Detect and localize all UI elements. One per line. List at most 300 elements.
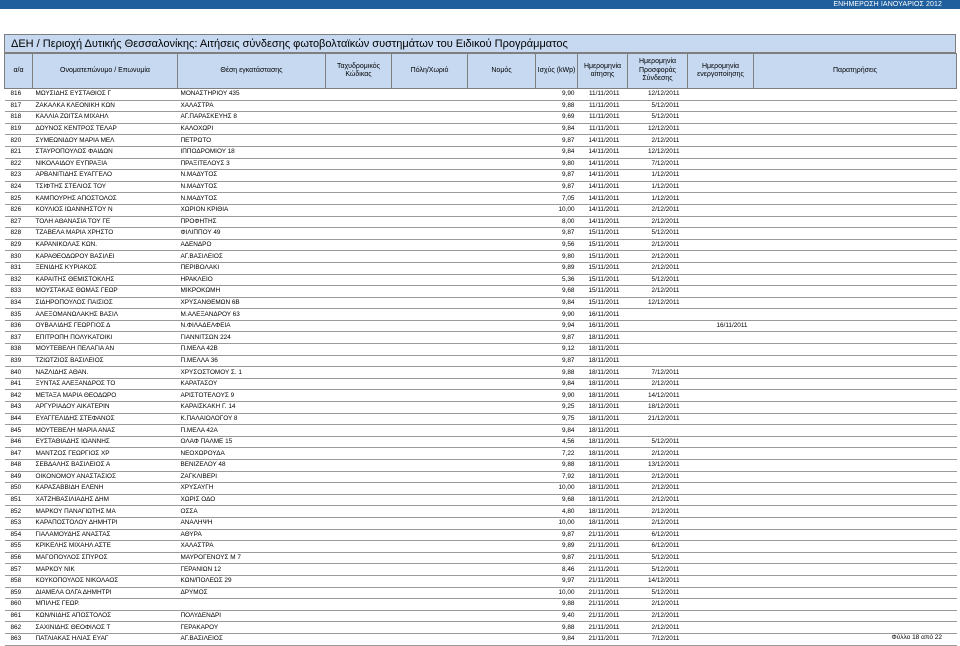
cell-city	[392, 599, 468, 611]
cell-name: ΤΣΙΦΤΗΣ ΣΤΕΛΙΟΣ ΤΟΥ	[33, 181, 178, 193]
cell-name: ΚΑΛΛΙΑ ΖΩΙΤΣΑ ΜΙΧΑΗΛ	[33, 112, 178, 124]
cell-remarks	[754, 552, 957, 564]
cell-aa: 823	[5, 170, 33, 182]
cell-postal-code	[326, 471, 392, 483]
page-number: Φύλλο 18 από 22	[891, 634, 942, 641]
cell-location: ΓΕΡΑΝΙΩΝ 12	[178, 564, 326, 576]
cell-contract-date: 7/12/2011	[628, 158, 688, 170]
cell-activation-date	[688, 587, 754, 599]
cell-name: ΜΟΥΤΕΒΕΛΗ ΜΑΡΙΑ ΑΝΑΣ	[33, 425, 178, 437]
cell-prefecture	[468, 112, 536, 124]
cell-prefecture	[468, 146, 536, 158]
cell-name: ΝΑΖΛΙΔΗΣ ΑΘΑΝ.	[33, 367, 178, 379]
cell-power: 9,87	[536, 170, 578, 182]
cell-remarks	[754, 390, 957, 402]
cell-contract-date: 2/12/2011	[628, 262, 688, 274]
cell-activation-date	[688, 123, 754, 135]
table-row	[5, 309, 957, 321]
cell-city	[392, 228, 468, 240]
cell-power: 9,89	[536, 262, 578, 274]
cell-city	[392, 320, 468, 332]
cell-request-date: 14/11/2011	[578, 181, 628, 193]
cell-aa: 839	[5, 355, 33, 367]
cell-remarks	[754, 123, 957, 135]
cell-request-date: 18/11/2011	[578, 332, 628, 344]
cell-remarks	[754, 193, 957, 205]
cell-prefecture	[468, 378, 536, 390]
header-aa: α/α	[5, 54, 33, 89]
cell-remarks	[754, 355, 957, 367]
cell-location: ΧΑΛΑΣΤΡΑ	[178, 541, 326, 553]
cell-aa: 835	[5, 309, 33, 321]
cell-activation-date	[688, 262, 754, 274]
cell-request-date: 18/11/2011	[578, 506, 628, 518]
cell-power: 9,68	[536, 286, 578, 298]
cell-prefecture	[468, 541, 536, 553]
cell-contract-date: 21/12/2011	[628, 413, 688, 425]
cell-name: ΚΑΡΑΠΟΣΤΟΛΟΥ ΔΗΜΗΤΡΙ	[33, 517, 178, 529]
cell-prefecture	[468, 251, 536, 263]
cell-postal-code	[326, 587, 392, 599]
cell-remarks	[754, 494, 957, 506]
cell-request-date: 11/11/2011	[578, 112, 628, 124]
cell-name: ΜΑΡΚΟΥ ΝΙΚ	[33, 564, 178, 576]
cell-contract-date: 1/12/2011	[628, 170, 688, 182]
cell-remarks	[754, 506, 957, 518]
cell-power: 9,84	[536, 297, 578, 309]
cell-city	[392, 367, 468, 379]
cell-request-date: 18/11/2011	[578, 425, 628, 437]
cell-activation-date	[688, 251, 754, 263]
cell-name: ΞΕΝΙΔΗΣ ΚΥΡΙΑΚΟΣ	[33, 262, 178, 274]
cell-location: ΖΑΓΚΛΙΒΕΡΙ	[178, 471, 326, 483]
table-row	[5, 448, 957, 460]
cell-power: 9,87	[536, 332, 578, 344]
cell-location: ΑΓ.ΒΑΣΙΛΕΙΟΣ	[178, 251, 326, 263]
cell-contract-date	[628, 344, 688, 356]
cell-aa: 848	[5, 460, 33, 472]
cell-power: 9,80	[536, 158, 578, 170]
header-postal-code: Ταχυδρομικός Κώδικας	[326, 54, 392, 89]
cell-city	[392, 100, 468, 112]
cell-prefecture	[468, 436, 536, 448]
cell-location: ΒΕΝΙΖΕΛΟΥ 48	[178, 460, 326, 472]
cell-request-date: 18/11/2011	[578, 367, 628, 379]
cell-city	[392, 529, 468, 541]
table-row	[5, 367, 957, 379]
cell-remarks	[754, 332, 957, 344]
cell-aa: 820	[5, 135, 33, 147]
cell-name: ΕΠΙΤΡΟΠΗ ΠΟΛΥΚΑΤΟΙΚΙ	[33, 332, 178, 344]
cell-postal-code	[326, 89, 392, 101]
cell-postal-code	[326, 309, 392, 321]
cell-activation-date: 16/11/2011	[688, 320, 754, 332]
cell-city	[392, 517, 468, 529]
table-row	[5, 135, 957, 147]
cell-activation-date	[688, 483, 754, 495]
cell-request-date: 15/11/2011	[578, 262, 628, 274]
cell-request-date: 14/11/2011	[578, 193, 628, 205]
cell-activation-date	[688, 460, 754, 472]
cell-activation-date	[688, 529, 754, 541]
cell-request-date: 14/11/2011	[578, 135, 628, 147]
cell-remarks	[754, 146, 957, 158]
cell-name: ΜΑΝΤΖΟΣ ΓΕΩΡΓΙΟΣ ΧΡ	[33, 448, 178, 460]
cell-location: ΑΔΕΝΔΡΟ	[178, 239, 326, 251]
cell-remarks	[754, 402, 957, 414]
cell-name: ΓΙΑΛΑΜΟΥΔΗΣ ΑΝΑΣΤΑΣ	[33, 529, 178, 541]
cell-city	[392, 181, 468, 193]
cell-name: ΜΠΙΛΗΣ ΓΕΩΡ.	[33, 599, 178, 611]
cell-location: ΧΩΡΙΣ ΟΔΟ	[178, 494, 326, 506]
cell-contract-date: 12/12/2011	[628, 146, 688, 158]
cell-postal-code	[326, 506, 392, 518]
cell-aa: 860	[5, 599, 33, 611]
cell-aa: 822	[5, 158, 33, 170]
cell-city	[392, 239, 468, 251]
cell-city	[392, 390, 468, 402]
cell-location: ΧΑΛΑΣΤΡΑ	[178, 100, 326, 112]
cell-name: ΜΕΤΑΞΑ ΜΑΡΙΑ ΘΕΟΔΩΡΟ	[33, 390, 178, 402]
cell-postal-code	[326, 274, 392, 286]
cell-prefecture	[468, 170, 536, 182]
cell-name: ΜΑΡΚΟΥ ΠΑΝΑΓΙΩΤΗΣ ΜΑ	[33, 506, 178, 518]
cell-activation-date	[688, 100, 754, 112]
table-row	[5, 587, 957, 599]
cell-prefecture	[468, 633, 536, 645]
table-row	[5, 112, 957, 124]
cell-power: 9,87	[536, 529, 578, 541]
cell-city	[392, 378, 468, 390]
cell-aa: 838	[5, 344, 33, 356]
cell-power: 9,87	[536, 135, 578, 147]
cell-location: ΧΡΥΣΟΣΤΟΜΟΥ Σ. 1	[178, 367, 326, 379]
cell-activation-date	[688, 89, 754, 101]
cell-location: ΚΑΡΑΙΣΚΑΚΗ Γ. 14	[178, 402, 326, 414]
cell-activation-date	[688, 402, 754, 414]
cell-city	[392, 112, 468, 124]
cell-prefecture	[468, 135, 536, 147]
cell-power: 9,90	[536, 390, 578, 402]
cell-city	[392, 355, 468, 367]
cell-name: ΚΡΙΚΕΛΗΣ ΜΙΧΑΗΛ ΑΣΤΕ	[33, 541, 178, 553]
cell-location: ΝΕΟΧΩΡΟΥΔΑ	[178, 448, 326, 460]
cell-city	[392, 262, 468, 274]
cell-contract-date: 2/12/2011	[628, 599, 688, 611]
cell-remarks	[754, 158, 957, 170]
cell-prefecture	[468, 552, 536, 564]
cell-activation-date	[688, 158, 754, 170]
table-body	[5, 89, 957, 646]
cell-name: ΟΥΒΑΛΙΔΗΣ ΓΕΩΡΓΙΟΣ Δ	[33, 320, 178, 332]
cell-name: ΑΡΓΥΡΙΑΔΟΥ ΑΙΚΑΤΕΡΙΝ	[33, 402, 178, 414]
cell-location: ΠΕΤΡΩΤΟ	[178, 135, 326, 147]
cell-city	[392, 332, 468, 344]
cell-city	[392, 494, 468, 506]
cell-postal-code	[326, 193, 392, 205]
cell-name: ΑΛΕΞΟΜΑΝΩΛΑΚΗΣ ΒΑΣΙΛ	[33, 309, 178, 321]
cell-location: ΠΕΡΙΒΟΛΑΚΙ	[178, 262, 326, 274]
cell-city	[392, 506, 468, 518]
cell-power: 9,88	[536, 100, 578, 112]
table-row	[5, 622, 957, 634]
cell-postal-code	[326, 367, 392, 379]
cell-location: ΧΩΡΙΟΝ ΚΡΙΘΙΑ	[178, 204, 326, 216]
cell-postal-code	[326, 286, 392, 298]
cell-remarks	[754, 610, 957, 622]
cell-city	[392, 541, 468, 553]
cell-power: 8,46	[536, 564, 578, 576]
cell-postal-code	[326, 146, 392, 158]
cell-request-date: 15/11/2011	[578, 286, 628, 298]
cell-city	[392, 483, 468, 495]
cell-activation-date	[688, 216, 754, 228]
cell-city	[392, 552, 468, 564]
cell-activation-date	[688, 622, 754, 634]
cell-remarks	[754, 517, 957, 529]
cell-prefecture	[468, 529, 536, 541]
cell-postal-code	[326, 564, 392, 576]
cell-postal-code	[326, 170, 392, 182]
cell-postal-code	[326, 436, 392, 448]
cell-remarks	[754, 274, 957, 286]
update-label: ΕΝΗΜΕΡΩΣΗ ΙΑΝΟΥΑΡΙΟΣ 2012	[833, 1, 942, 8]
cell-aa: 852	[5, 506, 33, 518]
cell-activation-date	[688, 552, 754, 564]
cell-remarks	[754, 622, 957, 634]
table-row	[5, 413, 957, 425]
cell-remarks	[754, 181, 957, 193]
cell-power: 9,88	[536, 599, 578, 611]
cell-request-date: 21/11/2011	[578, 575, 628, 587]
cell-remarks	[754, 436, 957, 448]
cell-aa: 828	[5, 228, 33, 240]
cell-city	[392, 344, 468, 356]
cell-name: ΤΟΛΗ ΑΘΑΝΑΣΙΑ ΤΟΥ ΓΕ	[33, 216, 178, 228]
cell-request-date: 18/11/2011	[578, 402, 628, 414]
cell-prefecture	[468, 390, 536, 402]
cell-postal-code	[326, 622, 392, 634]
cell-request-date: 15/11/2011	[578, 239, 628, 251]
cell-prefecture	[468, 262, 536, 274]
table-row	[5, 483, 957, 495]
cell-city	[392, 297, 468, 309]
cell-location: ΜΙΚΡΟΚΩΜΗ	[178, 286, 326, 298]
cell-power: 10,00	[536, 204, 578, 216]
cell-activation-date	[688, 112, 754, 124]
cell-prefecture	[468, 575, 536, 587]
cell-aa: 854	[5, 529, 33, 541]
cell-power: 9,84	[536, 146, 578, 158]
cell-request-date: 18/11/2011	[578, 378, 628, 390]
cell-aa: 829	[5, 239, 33, 251]
cell-postal-code	[326, 413, 392, 425]
table-row	[5, 344, 957, 356]
cell-contract-date: 5/12/2011	[628, 100, 688, 112]
cell-prefecture	[468, 460, 536, 472]
cell-name: ΚΑΡΑΘΕΟΔΩΡΟΥ ΒΑΣΙΛΕΙ	[33, 251, 178, 263]
cell-activation-date	[688, 541, 754, 553]
cell-prefecture	[468, 494, 536, 506]
cell-city	[392, 309, 468, 321]
cell-name: ΚΑΡΑΙΤΗΣ ΘΕΜΙΣΤΟΚΛΗΣ	[33, 274, 178, 286]
cell-remarks	[754, 320, 957, 332]
cell-activation-date	[688, 517, 754, 529]
cell-power: 9,40	[536, 610, 578, 622]
cell-contract-date: 2/12/2011	[628, 494, 688, 506]
cell-contract-date: 5/12/2011	[628, 112, 688, 124]
cell-contract-date	[628, 320, 688, 332]
cell-power: 9,84	[536, 378, 578, 390]
cell-contract-date: 2/12/2011	[628, 622, 688, 634]
header-remarks: Παρατηρήσεις	[754, 54, 957, 89]
table-row	[5, 402, 957, 414]
header-power: Ισχύς (kWp)	[536, 54, 578, 89]
cell-city	[392, 436, 468, 448]
cell-remarks	[754, 483, 957, 495]
cell-prefecture	[468, 204, 536, 216]
cell-remarks	[754, 228, 957, 240]
cell-name: ΚΩΝ/ΝΙΔΗΣ ΑΠΟΣΤΟΛΟΣ	[33, 610, 178, 622]
table-row	[5, 460, 957, 472]
cell-activation-date	[688, 309, 754, 321]
cell-request-date: 21/11/2011	[578, 633, 628, 645]
cell-remarks	[754, 170, 957, 182]
cell-aa: 826	[5, 204, 33, 216]
cell-power: 5,36	[536, 274, 578, 286]
cell-city	[392, 587, 468, 599]
cell-location: ΑΡΙΣΤΟΤΕΛΟΥΣ 9	[178, 390, 326, 402]
table-row	[5, 146, 957, 158]
cell-power: 8,00	[536, 216, 578, 228]
cell-city	[392, 564, 468, 576]
cell-request-date: 18/11/2011	[578, 517, 628, 529]
cell-activation-date	[688, 274, 754, 286]
cell-prefecture	[468, 610, 536, 622]
table-row	[5, 564, 957, 576]
table-row	[5, 575, 957, 587]
cell-location: Ν.ΜΑΔΥΤΟΣ	[178, 193, 326, 205]
cell-postal-code	[326, 483, 392, 495]
cell-contract-date: 1/12/2011	[628, 193, 688, 205]
cell-activation-date	[688, 471, 754, 483]
cell-location: ΜΑΥΡΟΓΕΝΟΥΣ Μ 7	[178, 552, 326, 564]
cell-aa: 834	[5, 297, 33, 309]
cell-prefecture	[468, 320, 536, 332]
cell-postal-code	[326, 158, 392, 170]
cell-request-date: 14/11/2011	[578, 204, 628, 216]
cell-remarks	[754, 89, 957, 101]
applications-table	[4, 53, 957, 646]
cell-postal-code	[326, 633, 392, 645]
cell-remarks	[754, 286, 957, 298]
cell-remarks	[754, 541, 957, 553]
cell-postal-code	[326, 355, 392, 367]
cell-contract-date: 1/12/2011	[628, 181, 688, 193]
cell-prefecture	[468, 483, 536, 495]
cell-request-date: 14/11/2011	[578, 158, 628, 170]
cell-request-date: 21/11/2011	[578, 599, 628, 611]
cell-name: ΣΑΧΙΝΙΔΗΣ ΘΕΟΦΙΛΟΣ Τ	[33, 622, 178, 634]
cell-prefecture	[468, 158, 536, 170]
cell-power: 9,84	[536, 425, 578, 437]
cell-location: ΧΡΥΣΑΝΘΕΜΩΝ 6Β	[178, 297, 326, 309]
cell-activation-date	[688, 239, 754, 251]
cell-postal-code	[326, 529, 392, 541]
cell-contract-date: 2/12/2011	[628, 204, 688, 216]
cell-location: ΚΑΛΟΧΩΡΙ	[178, 123, 326, 135]
cell-location: ΜΟΝΑΣΤΗΡΙΟΥ 435	[178, 89, 326, 101]
cell-aa: 842	[5, 390, 33, 402]
cell-name: ΚΑΜΠΟΥΡΗΣ ΑΠΟΣΤΟΛΟΣ	[33, 193, 178, 205]
cell-location: ΓΕΡΑΚΑΡΟΥ	[178, 622, 326, 634]
cell-activation-date	[688, 170, 754, 182]
cell-request-date: 18/11/2011	[578, 471, 628, 483]
cell-activation-date	[688, 633, 754, 645]
cell-name: ΜΑΓΟΠΟΥΛΟΣ ΣΠΥΡΟΣ	[33, 552, 178, 564]
cell-activation-date	[688, 564, 754, 576]
cell-aa: 847	[5, 448, 33, 460]
cell-contract-date: 5/12/2011	[628, 436, 688, 448]
cell-request-date: 18/11/2011	[578, 344, 628, 356]
table-row	[5, 436, 957, 448]
cell-contract-date: 2/12/2011	[628, 517, 688, 529]
cell-location: ΧΡΥΣΑΥΓΗ	[178, 483, 326, 495]
cell-remarks	[754, 135, 957, 147]
cell-location: ΑΝΑΛΗΨΗ	[178, 517, 326, 529]
cell-activation-date	[688, 506, 754, 518]
cell-prefecture	[468, 587, 536, 599]
cell-postal-code	[326, 123, 392, 135]
header-location: Θέση εγκατάστασης	[178, 54, 326, 89]
cell-aa: 849	[5, 471, 33, 483]
cell-request-date: 18/11/2011	[578, 355, 628, 367]
cell-name: ΧΑΤΖΗΒΑΣΙΛΙΑΔΗΣ ΔΗΜ	[33, 494, 178, 506]
cell-prefecture	[468, 471, 536, 483]
table-row	[5, 390, 957, 402]
cell-activation-date	[688, 425, 754, 437]
cell-city	[392, 448, 468, 460]
cell-activation-date	[688, 332, 754, 344]
cell-postal-code	[326, 112, 392, 124]
cell-location: ΑΓ.ΒΑΣΙΛΕΙΟΣ	[178, 633, 326, 645]
cell-power: 9,87	[536, 181, 578, 193]
cell-request-date: 18/11/2011	[578, 413, 628, 425]
header-name: Ονοματεπώνυμο / Επωνυμία	[33, 54, 178, 89]
cell-activation-date	[688, 135, 754, 147]
cell-city	[392, 610, 468, 622]
cell-aa: 817	[5, 100, 33, 112]
cell-power: 9,87	[536, 355, 578, 367]
cell-activation-date	[688, 297, 754, 309]
cell-contract-date: 2/12/2011	[628, 610, 688, 622]
cell-name: ΜΟΥΤΕΒΕΛΗ ΠΕΛΑΓΙΑ ΑΝ	[33, 344, 178, 356]
cell-city	[392, 123, 468, 135]
cell-aa: 816	[5, 89, 33, 101]
cell-postal-code	[326, 344, 392, 356]
cell-city	[392, 146, 468, 158]
table-row	[5, 123, 957, 135]
cell-postal-code	[326, 216, 392, 228]
cell-contract-date: 12/12/2011	[628, 123, 688, 135]
cell-postal-code	[326, 610, 392, 622]
cell-request-date: 18/11/2011	[578, 448, 628, 460]
cell-aa: 840	[5, 367, 33, 379]
cell-contract-date: 2/12/2011	[628, 506, 688, 518]
cell-prefecture	[468, 402, 536, 414]
cell-activation-date	[688, 228, 754, 240]
cell-remarks	[754, 216, 957, 228]
